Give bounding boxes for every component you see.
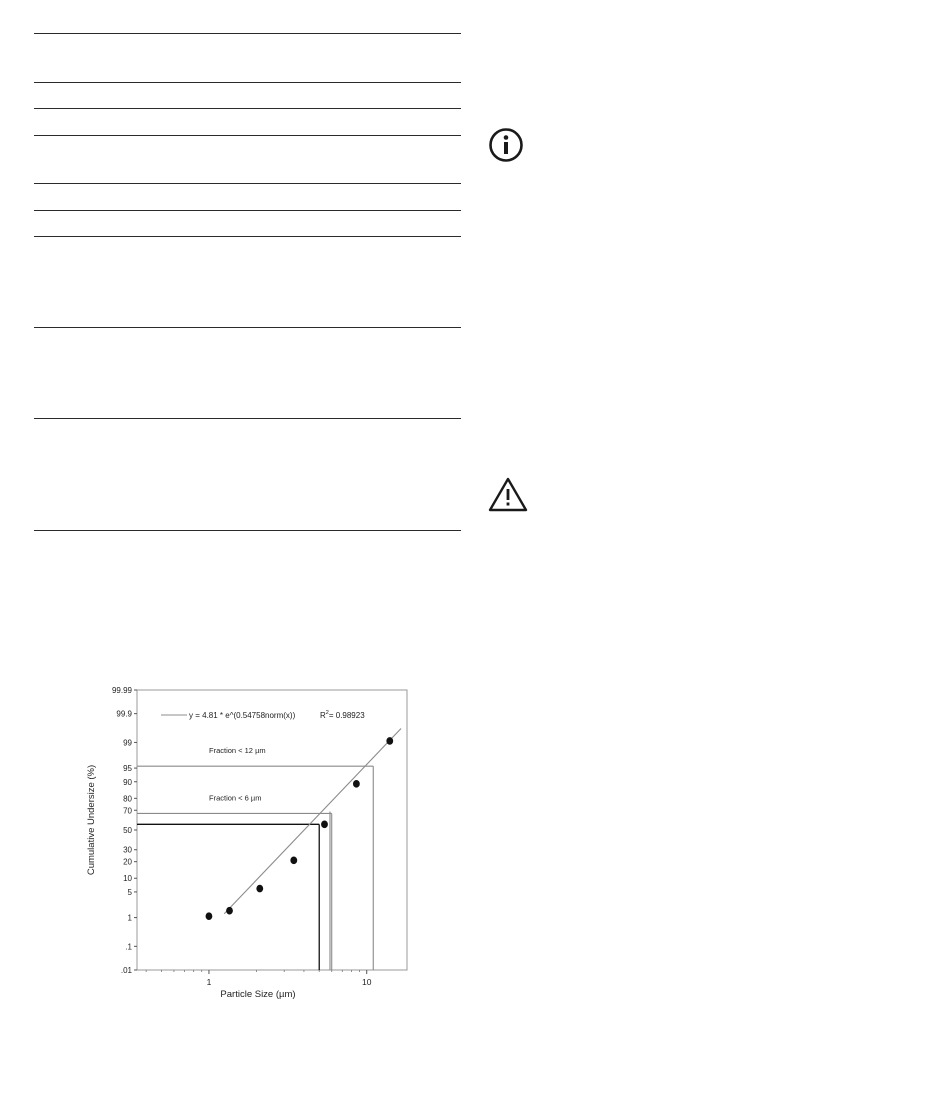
fit-line (224, 728, 401, 913)
y-tick-label: 99.9 (116, 709, 132, 719)
table-rule (34, 327, 461, 328)
table-rule (34, 108, 461, 109)
table-rule (34, 210, 461, 211)
r-squared-sup: 2 (325, 710, 329, 716)
y-tick-label: 99 (123, 738, 132, 748)
warning-triangle-icon (488, 476, 528, 512)
y-tick-label: 30 (123, 845, 132, 855)
table-rule (34, 183, 461, 184)
table-rule (34, 82, 461, 83)
fit-equation: y = 4.81 * e^(0.54758norm(x)) (189, 711, 296, 720)
data-point (321, 821, 328, 829)
x-axis-label: Particle Size (µm) (220, 989, 296, 1000)
x-tick-label: 10 (361, 977, 372, 987)
guide-label: Fraction < 12 µm (209, 746, 266, 756)
y-tick-label: 99.99 (111, 686, 132, 695)
y-axis-label: Cumulative Undersize (%) (86, 764, 97, 876)
y-tick-label: 1 (127, 913, 132, 923)
y-tick-label: .1 (125, 942, 132, 952)
guide-label: Fraction < 6 µm (209, 793, 262, 803)
x-tick-label: 1 (206, 977, 212, 987)
plot-frame (137, 690, 407, 970)
data-point (256, 885, 263, 893)
r-squared-value: = 0.98923 (328, 711, 365, 720)
y-tick-label: 70 (123, 806, 132, 816)
y-tick-label: 90 (123, 777, 132, 787)
table-rule (34, 418, 461, 419)
y-tick-label: .01 (120, 966, 132, 975)
table-rule (34, 530, 461, 531)
table-rule (34, 236, 461, 237)
table-rule (34, 135, 461, 136)
y-tick-label: 20 (123, 857, 132, 867)
particle-size-chart (75, 680, 425, 1010)
data-point (386, 737, 393, 745)
data-point (353, 780, 360, 788)
data-point (290, 857, 297, 865)
r-squared: $R^2= 0.98923$ (320, 710, 365, 720)
table-rule (34, 33, 461, 34)
y-tick-label: 95 (123, 764, 132, 774)
y-tick-label: 5 (127, 887, 132, 897)
y-tick-label: 50 (123, 826, 132, 835)
info-circle-icon (488, 127, 524, 163)
y-tick-label: 10 (123, 874, 132, 884)
data-point (226, 907, 233, 915)
data-point (206, 912, 213, 920)
y-tick-label: 80 (123, 794, 132, 804)
